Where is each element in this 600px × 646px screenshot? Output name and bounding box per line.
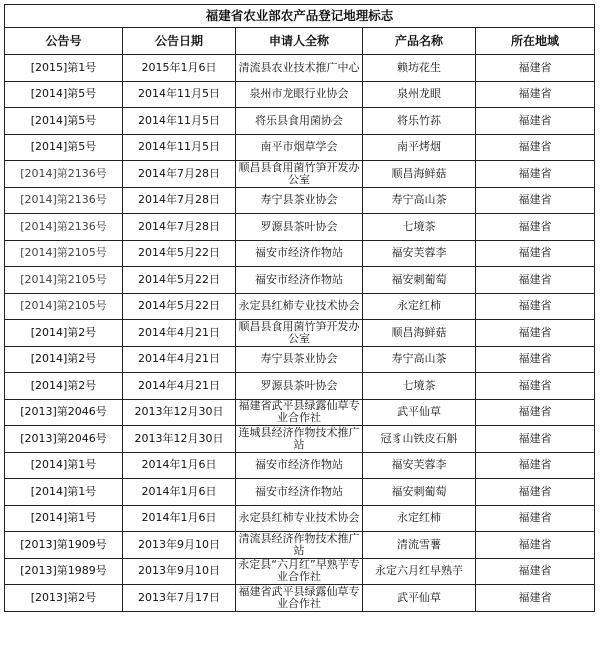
table-row [5, 240, 595, 267]
cell-product: 顺昌海鲜菇 [363, 320, 476, 347]
cell-date: 2014年1月6日 [123, 452, 236, 479]
table-row [5, 532, 595, 559]
cell-date: 2014年7月28日 [123, 214, 236, 241]
cell-announcement-no: [2013]第2号 [5, 585, 123, 612]
cell-product: 永定红柿 [363, 293, 476, 320]
cell-region: 福建省 [476, 320, 595, 347]
cell-region: 福建省 [476, 55, 595, 82]
cell-applicant: 连城县经济作物技术推广站 [236, 426, 363, 453]
table-row [5, 479, 595, 506]
cell-announcement-no: [2013]第1909号 [5, 532, 123, 559]
cell-announcement-no: [2014]第2105号 [5, 267, 123, 294]
cell-product: 福安芙蓉李 [363, 452, 476, 479]
cell-announcement-no: [2014]第2136号 [5, 161, 123, 188]
cell-product: 武平仙草 [363, 399, 476, 426]
header-announcement-date: 公告日期 [123, 28, 236, 55]
cell-applicant: 福安市经济作物站 [236, 452, 363, 479]
registry-sheet [4, 4, 594, 612]
cell-applicant: 清流县经济作物技术推广站 [236, 532, 363, 559]
cell-region: 福建省 [476, 479, 595, 506]
cell-region: 福建省 [476, 161, 595, 188]
registry-table [4, 4, 595, 612]
table-title: 福建省农业部农产品登记地理标志 [5, 5, 595, 28]
cell-product: 泉州龙眼 [363, 81, 476, 108]
cell-region: 福建省 [476, 452, 595, 479]
cell-date: 2014年11月5日 [123, 134, 236, 161]
cell-announcement-no: [2014]第1号 [5, 452, 123, 479]
cell-announcement-no: [2013]第2046号 [5, 426, 123, 453]
cell-region: 福建省 [476, 267, 595, 294]
cell-region: 福建省 [476, 558, 595, 585]
cell-applicant: 福建省武平县绿露仙草专业合作社 [236, 585, 363, 612]
cell-date: 2014年7月28日 [123, 161, 236, 188]
table-row [5, 426, 595, 453]
cell-applicant: 福建省武平县绿露仙草专业合作社 [236, 399, 363, 426]
cell-date: 2013年9月10日 [123, 558, 236, 585]
cell-applicant: 顺昌县食用菌竹笋开发办公室 [236, 161, 363, 188]
cell-announcement-no: [2014]第5号 [5, 108, 123, 135]
cell-product: 冠豸山铁皮石斛 [363, 426, 476, 453]
cell-date: 2014年5月22日 [123, 267, 236, 294]
cell-announcement-no: [2014]第2105号 [5, 293, 123, 320]
cell-announcement-no: [2014]第5号 [5, 81, 123, 108]
cell-announcement-no: [2014]第2105号 [5, 240, 123, 267]
cell-product: 赖坊花生 [363, 55, 476, 82]
cell-applicant: 顺昌县食用菌竹笋开发办公室 [236, 320, 363, 347]
cell-date: 2014年5月22日 [123, 240, 236, 267]
cell-date: 2015年1月6日 [123, 55, 236, 82]
table-row [5, 505, 595, 532]
cell-applicant: 福安市经济作物站 [236, 267, 363, 294]
cell-product: 七境茶 [363, 214, 476, 241]
cell-region: 福建省 [476, 108, 595, 135]
table-row [5, 187, 595, 214]
cell-applicant: 永定县红柿专业技术协会 [236, 505, 363, 532]
cell-date: 2014年7月28日 [123, 187, 236, 214]
cell-product: 寿宁高山茶 [363, 346, 476, 373]
cell-applicant: 罗源县茶叶协会 [236, 373, 363, 400]
cell-region: 福建省 [476, 81, 595, 108]
cell-announcement-no: [2015]第1号 [5, 55, 123, 82]
table-row [5, 346, 595, 373]
cell-announcement-no: [2014]第2号 [5, 373, 123, 400]
table-row [5, 585, 595, 612]
cell-product: 寿宁高山茶 [363, 187, 476, 214]
cell-announcement-no: [2014]第2号 [5, 320, 123, 347]
cell-date: 2013年9月10日 [123, 532, 236, 559]
cell-announcement-no: [2013]第2046号 [5, 399, 123, 426]
table-row [5, 81, 595, 108]
cell-announcement-no: [2014]第5号 [5, 134, 123, 161]
cell-region: 福建省 [476, 373, 595, 400]
cell-product: 南平烤烟 [363, 134, 476, 161]
table-row [5, 373, 595, 400]
cell-product: 武平仙草 [363, 585, 476, 612]
cell-product: 将乐竹荪 [363, 108, 476, 135]
cell-applicant: 南平市烟草学会 [236, 134, 363, 161]
table-row [5, 399, 595, 426]
header-region: 所在地域 [476, 28, 595, 55]
cell-announcement-no: [2014]第1号 [5, 479, 123, 506]
cell-product: 永定红柿 [363, 505, 476, 532]
cell-region: 福建省 [476, 214, 595, 241]
cell-applicant: 寿宁县茶业协会 [236, 187, 363, 214]
cell-date: 2014年4月21日 [123, 346, 236, 373]
table-row [5, 55, 595, 82]
cell-product: 清流雪薯 [363, 532, 476, 559]
header-applicant: 申请人全称 [236, 28, 363, 55]
cell-date: 2013年12月30日 [123, 399, 236, 426]
cell-product: 永定六月红早熟芋 [363, 558, 476, 585]
cell-region: 福建省 [476, 293, 595, 320]
cell-announcement-no: [2014]第1号 [5, 505, 123, 532]
cell-product: 福安芙蓉李 [363, 240, 476, 267]
table-row [5, 558, 595, 585]
table-body [5, 55, 595, 612]
cell-date: 2014年11月5日 [123, 108, 236, 135]
header-announcement-no: 公告号 [5, 28, 123, 55]
table-row [5, 161, 595, 188]
cell-region: 福建省 [476, 346, 595, 373]
cell-product: 七境茶 [363, 373, 476, 400]
cell-applicant: 将乐县食用菌协会 [236, 108, 363, 135]
cell-applicant: 永定县红柿专业技术协会 [236, 293, 363, 320]
cell-applicant: 寿宁县茶业协会 [236, 346, 363, 373]
cell-announcement-no: [2014]第2136号 [5, 187, 123, 214]
cell-date: 2013年12月30日 [123, 426, 236, 453]
cell-date: 2014年5月22日 [123, 293, 236, 320]
cell-applicant: 清流县农业技术推广中心 [236, 55, 363, 82]
cell-announcement-no: [2013]第1989号 [5, 558, 123, 585]
cell-product: 顺昌海鲜菇 [363, 161, 476, 188]
cell-region: 福建省 [476, 585, 595, 612]
cell-applicant: 罗源县茶叶协会 [236, 214, 363, 241]
table-row [5, 108, 595, 135]
cell-applicant: 福安市经济作物站 [236, 479, 363, 506]
cell-announcement-no: [2014]第2号 [5, 346, 123, 373]
cell-applicant: 福安市经济作物站 [236, 240, 363, 267]
cell-announcement-no: [2014]第2136号 [5, 214, 123, 241]
table-row [5, 214, 595, 241]
header-product: 产品名称 [363, 28, 476, 55]
cell-region: 福建省 [476, 187, 595, 214]
table-row [5, 452, 595, 479]
cell-date: 2014年11月5日 [123, 81, 236, 108]
table-row [5, 267, 595, 294]
cell-region: 福建省 [476, 240, 595, 267]
header-row [5, 28, 595, 55]
table-row [5, 320, 595, 347]
cell-date: 2014年4月21日 [123, 320, 236, 347]
cell-date: 2013年7月17日 [123, 585, 236, 612]
cell-region: 福建省 [476, 426, 595, 453]
cell-region: 福建省 [476, 532, 595, 559]
table-row [5, 293, 595, 320]
cell-date: 2014年1月6日 [123, 505, 236, 532]
cell-product: 福安刺葡萄 [363, 479, 476, 506]
table-row [5, 134, 595, 161]
cell-date: 2014年1月6日 [123, 479, 236, 506]
cell-region: 福建省 [476, 399, 595, 426]
cell-product: 福安刺葡萄 [363, 267, 476, 294]
cell-applicant: 永定县“六月红”早熟芋专业合作社 [236, 558, 363, 585]
cell-date: 2014年4月21日 [123, 373, 236, 400]
cell-region: 福建省 [476, 505, 595, 532]
cell-applicant: 泉州市龙眼行业协会 [236, 81, 363, 108]
cell-region: 福建省 [476, 134, 595, 161]
